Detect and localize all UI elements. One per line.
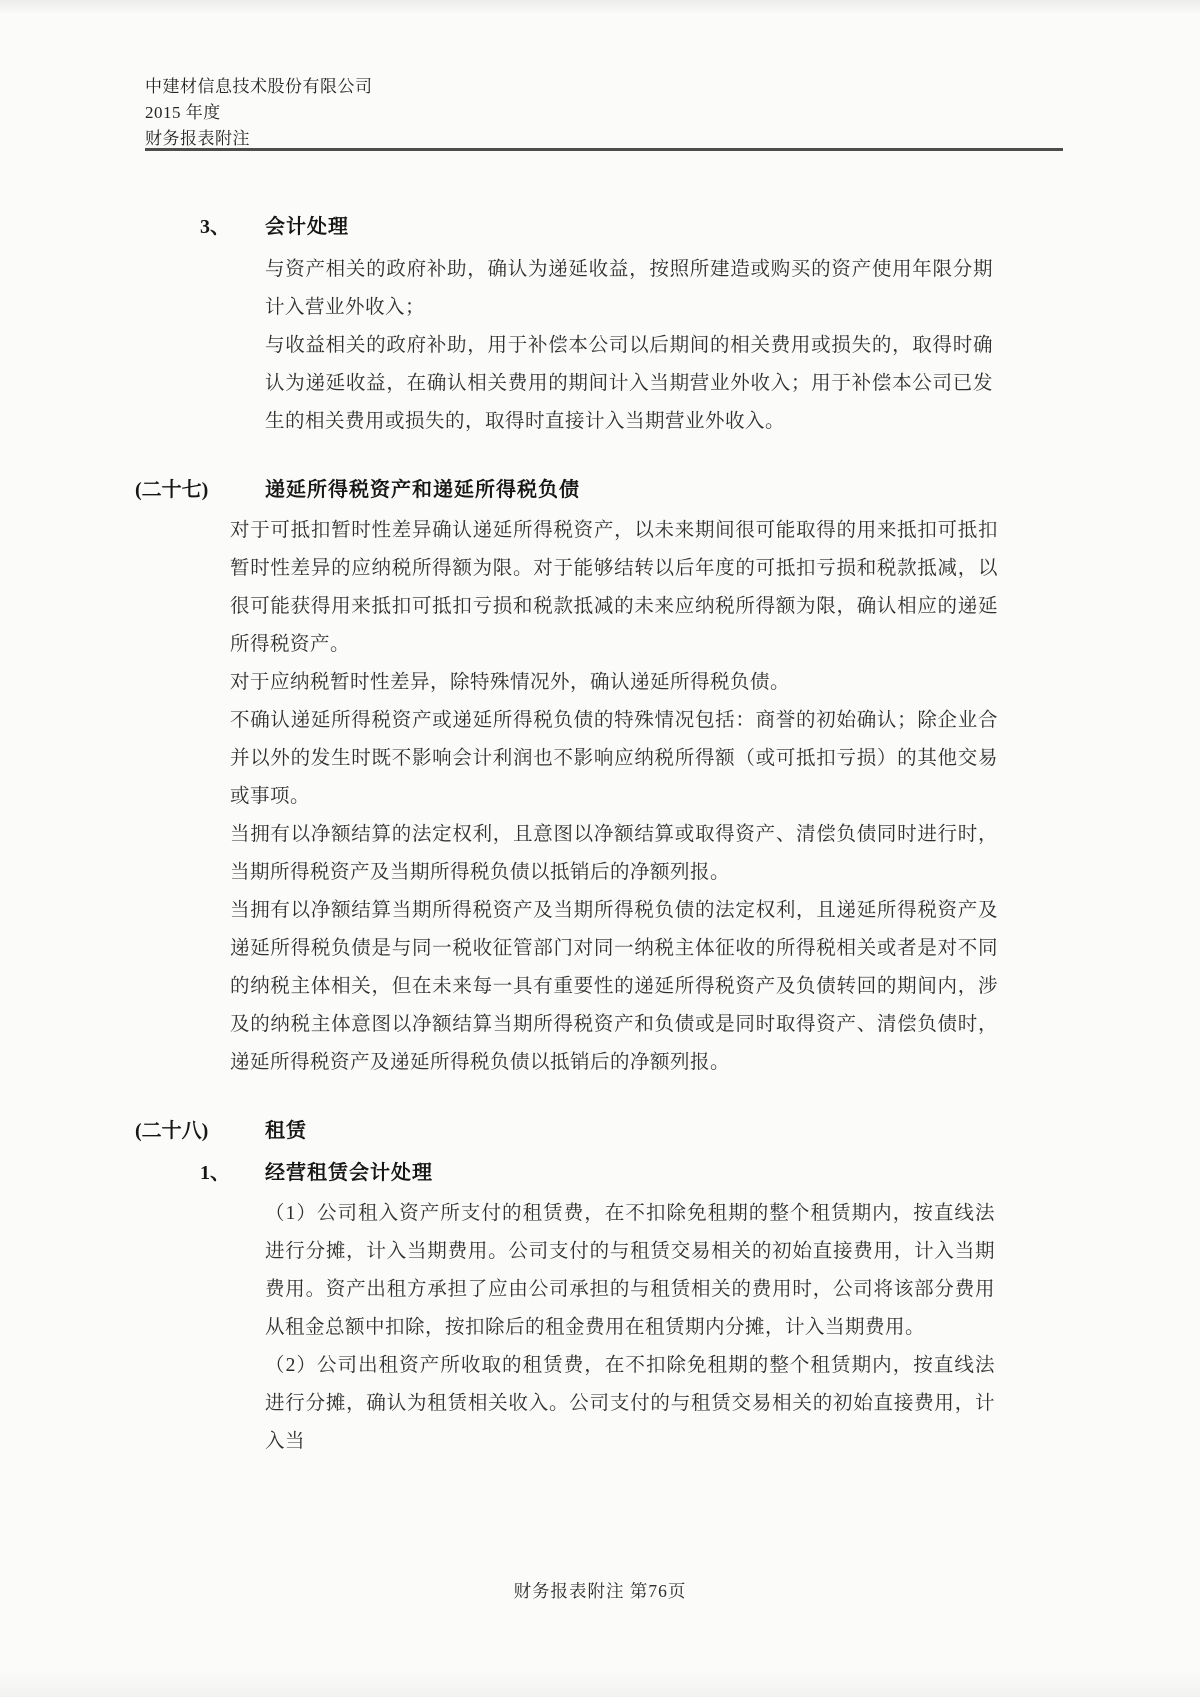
paragraph: （1）公司租入资产所支付的租赁费，在不扣除免租期的整个租赁期内，按直线法进行分摊，计入当期费用。公司支付的与租赁交易相关的初始直接费用，计入当期费用。资产出租方承担了应由公司承担的与租赁相关的费用时，公司将该部分费用从租金总额中扣除，按扣除后的租金费用在租赁期内分摊，计入当期费用。 [265, 1203, 995, 1338]
section-heading-row [135, 1112, 1200, 1150]
header-divider [145, 148, 1063, 151]
subsection-number: 1、 [200, 1162, 230, 1184]
section-heading-row [200, 208, 1200, 246]
section-title: 递延所得税资产和递延所得税负债 [265, 479, 580, 501]
document-header [145, 74, 373, 152]
document-title: 财务报表附注 [145, 129, 250, 148]
paragraph: 当拥有以净额结算当期所得税资产及当期所得税负债的法定权利，且递延所得税资产及递延所得税负债是与同一税收征管部门对同一纳税主体征收的所得税相关或者是对不同的纳税主体相关，但在未来每一具有重要性的递延所得税资产及负债转回的期间内，涉及的纳税主体意图以净额结算当期所得税资产和负债或是同时取得资产、清偿负债时，递延所得税资产及递延所得税负债以抵销后的净额列报。 [230, 900, 998, 1073]
section-paragraphs [265, 1195, 995, 1461]
section-title: 租赁 [265, 1120, 307, 1142]
section-deferred-tax [0, 471, 1200, 1082]
section-accounting-treatment [0, 208, 1200, 441]
section-heading-row [135, 471, 1200, 509]
section-title: 会计处理 [265, 216, 349, 238]
paragraph: 与资产相关的政府补助，确认为递延收益，按照所建造或购买的资产使用年限分期计入营业外收入； [265, 259, 993, 318]
section-paragraphs [265, 251, 993, 441]
section-label: (二十七) [135, 479, 209, 501]
subsection-heading-row [200, 1154, 1200, 1192]
company-name: 中建材信息技术股份有限公司 [145, 77, 373, 96]
paragraph: 当拥有以净额结算的法定权利，且意图以净额结算或取得资产、清偿负债同时进行时，当期所得税资产及当期所得税负债以抵销后的净额列报。 [230, 824, 998, 883]
paragraph: 对于应纳税暂时性差异，除特殊情况外，确认递延所得税负债。 [230, 672, 791, 693]
section-paragraphs [230, 512, 998, 1082]
document-body [0, 152, 1200, 1461]
paragraph: 对于可抵扣暂时性差异确认递延所得税资产，以未来期间很可能取得的用来抵扣可抵扣暂时性差异的应纳税所得额为限。对于能够结转以后年度的可抵扣亏损和税款抵减，以很可能获得用来抵扣可抵扣亏损和税款抵减的未来应纳税所得额为限，确认相应的递延所得税资产。 [230, 520, 998, 655]
paragraph: 与收益相关的政府补助，用于补偿本公司以后期间的相关费用或损失的，取得时确认为递延收益，在确认相关费用的期间计入当期营业外收入；用于补偿本公司已发生的相关费用或损失的，取得时直接计入当期营业外收入。 [265, 335, 993, 432]
page-footer: 财务报表附注 第76页 [513, 1581, 687, 1601]
paragraph: 不确认递延所得税资产或递延所得税负债的特殊情况包括：商誉的初始确认；除企业合并以外的发生时既不影响会计利润也不影响应纳税所得额（或可抵扣亏损）的其他交易或事项。 [230, 710, 998, 807]
paragraph: （2）公司出租资产所收取的租赁费，在不扣除免租期的整个租赁期内，按直线法进行分摊，确认为租赁相关收入。公司支付的与租赁交易相关的初始直接费用，计入当 [265, 1355, 995, 1452]
section-label: (二十八) [135, 1120, 209, 1142]
section-leases [0, 1112, 1200, 1461]
fiscal-year: 2015 年度 [145, 103, 221, 122]
subsection-title: 经营租赁会计处理 [265, 1162, 433, 1184]
section-number: 3、 [200, 216, 230, 238]
